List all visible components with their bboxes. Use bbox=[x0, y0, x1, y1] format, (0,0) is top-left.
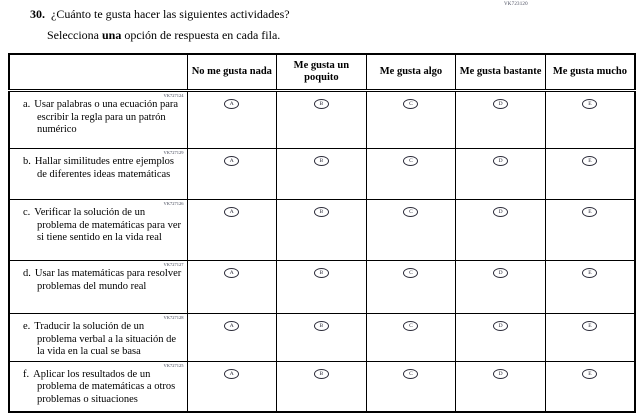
row-letter-c: c. bbox=[23, 207, 31, 218]
answer-bubble-c-E[interactable]: E bbox=[582, 207, 597, 217]
row-letter-f: f. bbox=[23, 368, 30, 380]
row-stem-a bbox=[9, 91, 187, 149]
answer-bubble-d-B[interactable]: B bbox=[314, 268, 329, 278]
row-stem-f bbox=[9, 361, 187, 412]
row-letter-a: a. bbox=[23, 99, 31, 110]
answer-bubble-e-E[interactable]: E bbox=[582, 321, 597, 331]
row-letter-d: d. bbox=[23, 268, 31, 279]
row-letter-b: b. bbox=[23, 156, 31, 167]
row-code-a: VK727124 bbox=[163, 93, 184, 98]
cell-d-2 bbox=[366, 261, 456, 314]
cell-b-3 bbox=[456, 149, 546, 200]
column-header-2: Me gusta algo bbox=[366, 54, 456, 91]
answer-bubble-c-A[interactable]: A bbox=[224, 207, 239, 217]
cell-e-2 bbox=[366, 314, 456, 362]
row-text-f: Aplicar los resultados de un problema de matemáticas a otros problemas o situaciones bbox=[33, 368, 176, 405]
answer-bubble-d-A[interactable]: A bbox=[224, 268, 239, 278]
row-code-c: VK727126 bbox=[163, 201, 184, 206]
cell-a-2 bbox=[366, 91, 456, 149]
table-row-e bbox=[9, 314, 635, 362]
cell-d-4 bbox=[545, 261, 635, 314]
cell-f-1 bbox=[277, 361, 367, 412]
answer-bubble-f-C[interactable]: C bbox=[403, 369, 418, 379]
row-text-e: Traducir la solución de un problema verbal a la situación de la vida en la cual se basa bbox=[34, 321, 177, 357]
answer-bubble-a-D[interactable]: D bbox=[493, 99, 508, 109]
column-header-4: Me gusta mucho bbox=[545, 54, 635, 91]
table-row-b bbox=[9, 149, 635, 200]
answer-bubble-b-C[interactable]: C bbox=[403, 156, 418, 166]
cell-b-1 bbox=[277, 149, 367, 200]
cell-a-1 bbox=[277, 91, 367, 149]
table-row-a bbox=[9, 91, 635, 149]
cell-b-2 bbox=[366, 149, 456, 200]
cell-a-4 bbox=[545, 91, 635, 149]
answer-bubble-b-E[interactable]: E bbox=[582, 156, 597, 166]
cell-d-1 bbox=[277, 261, 367, 314]
row-code-b: VK727129 bbox=[163, 150, 184, 155]
cell-f-2 bbox=[366, 361, 456, 412]
column-header-1: Me gusta un poquito bbox=[277, 54, 367, 91]
cell-a-3 bbox=[456, 91, 546, 149]
cell-e-4 bbox=[545, 314, 635, 362]
answer-bubble-e-A[interactable]: A bbox=[224, 321, 239, 331]
header-empty-cell bbox=[9, 54, 187, 91]
header-row bbox=[9, 54, 635, 91]
cell-e-1 bbox=[277, 314, 367, 362]
answer-bubble-f-D[interactable]: D bbox=[493, 369, 508, 379]
answer-bubble-d-C[interactable]: C bbox=[403, 268, 418, 278]
row-stem-b bbox=[9, 149, 187, 200]
cell-d-0 bbox=[187, 261, 277, 314]
row-code-e: VK727128 bbox=[163, 315, 184, 320]
question-text: ¿Cuánto te gusta hacer las siguientes actividades? bbox=[51, 7, 290, 21]
answer-bubble-c-C[interactable]: C bbox=[403, 207, 418, 217]
answer-bubble-d-E[interactable]: E bbox=[582, 268, 597, 278]
answer-table bbox=[8, 53, 636, 413]
cell-c-3 bbox=[456, 200, 546, 261]
cell-c-2 bbox=[366, 200, 456, 261]
answer-bubble-e-C[interactable]: C bbox=[403, 321, 418, 331]
row-text-c: Verificar la solución de un problema de matemáticas para ver si tiene sentido en la vida real bbox=[34, 207, 182, 243]
cell-f-3 bbox=[456, 361, 546, 412]
question-line bbox=[30, 7, 490, 21]
row-code-d: VK727127 bbox=[163, 262, 184, 267]
row-label-d bbox=[10, 268, 187, 295]
row-text-b: Hallar similitudes entre ejemplos de diferentes ideas matemáticas bbox=[34, 156, 174, 180]
answer-bubble-f-E[interactable]: E bbox=[582, 369, 597, 379]
answer-bubble-f-B[interactable]: B bbox=[314, 369, 329, 379]
row-stem-d bbox=[9, 261, 187, 314]
cell-a-0 bbox=[187, 91, 277, 149]
column-header-0: No me gusta nada bbox=[187, 54, 277, 91]
row-label-c bbox=[10, 207, 187, 247]
column-header-3: Me gusta bastante bbox=[456, 54, 546, 91]
answer-bubble-b-B[interactable]: B bbox=[314, 156, 329, 166]
cell-b-0 bbox=[187, 149, 277, 200]
answer-bubble-a-B[interactable]: B bbox=[314, 99, 329, 109]
table-row-c bbox=[9, 200, 635, 261]
cell-c-4 bbox=[545, 200, 635, 261]
answer-bubble-b-D[interactable]: D bbox=[493, 156, 508, 166]
answer-bubble-c-D[interactable]: D bbox=[493, 207, 508, 217]
page-accession-code: VK723120 bbox=[504, 2, 528, 7]
cell-f-4 bbox=[545, 361, 635, 412]
row-label-e bbox=[10, 321, 187, 361]
row-text-d: Usar las matemáticas para resolver problemas del mundo real bbox=[34, 268, 182, 292]
answer-bubble-a-C[interactable]: C bbox=[403, 99, 418, 109]
cell-b-4 bbox=[545, 149, 635, 200]
question-number: 30. bbox=[30, 7, 45, 21]
instruction-suffix: opción de respuesta en cada fila. bbox=[121, 28, 281, 42]
cell-f-0 bbox=[187, 361, 277, 412]
cell-c-0 bbox=[187, 200, 277, 261]
answer-bubble-c-B[interactable]: B bbox=[314, 207, 329, 217]
cell-d-3 bbox=[456, 261, 546, 314]
row-code-f: VK727125 bbox=[163, 362, 184, 368]
cell-e-0 bbox=[187, 314, 277, 362]
answer-bubble-a-A[interactable]: A bbox=[224, 99, 239, 109]
row-label-a bbox=[10, 99, 187, 139]
answer-bubble-d-D[interactable]: D bbox=[493, 268, 508, 278]
row-stem-e bbox=[9, 314, 187, 362]
table-row-f bbox=[9, 361, 635, 412]
answer-bubble-e-B[interactable]: B bbox=[314, 321, 329, 331]
answer-bubble-a-E[interactable]: E bbox=[582, 99, 597, 109]
answer-bubble-b-A[interactable]: A bbox=[224, 156, 239, 166]
row-stem-c bbox=[9, 200, 187, 261]
row-letter-e: e. bbox=[23, 321, 31, 332]
cell-c-1 bbox=[277, 200, 367, 261]
answer-bubble-f-A[interactable]: A bbox=[224, 369, 239, 379]
instruction-bold-word: una bbox=[101, 28, 122, 42]
answer-bubble-e-D[interactable]: D bbox=[493, 321, 508, 331]
instruction-prefix: Selecciona bbox=[47, 28, 102, 42]
cell-e-3 bbox=[456, 314, 546, 362]
row-label-b bbox=[10, 156, 187, 183]
row-label-f bbox=[10, 369, 187, 409]
table-row-d bbox=[9, 261, 635, 314]
instruction-line bbox=[47, 28, 507, 42]
row-text-a: Usar palabras o una ecuación para escribir la regla para un patrón numérico bbox=[34, 99, 179, 135]
